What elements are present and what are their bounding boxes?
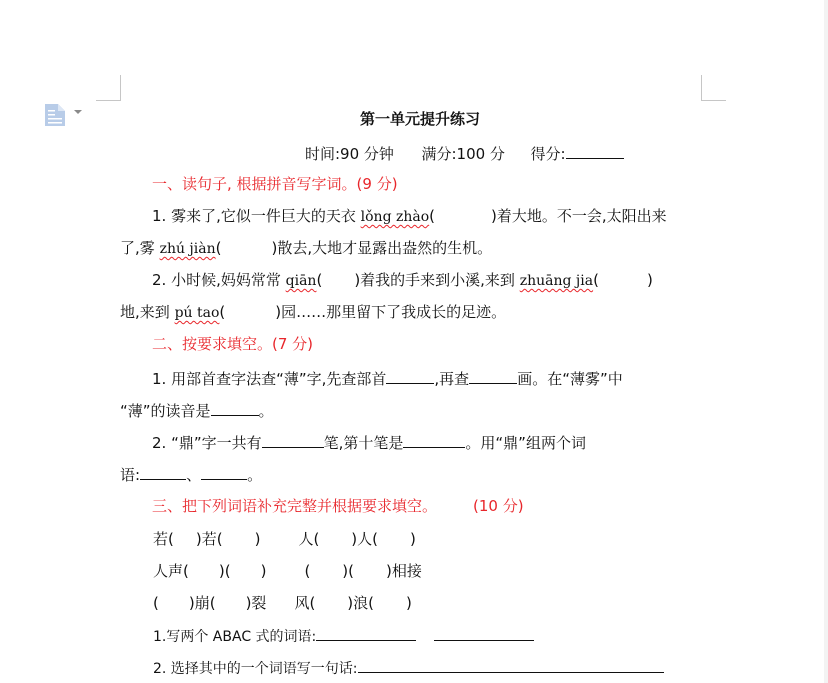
idiom-text: )人(	[351, 530, 379, 548]
radical-blank[interactable]	[386, 368, 434, 384]
s1-q1-line2: 了,雾 zhú jiàn( )散去,大地才显露出盎然的生机。	[120, 239, 493, 257]
s1-q2-line1: 2. 小时候,妈妈常常 qiān( )着我的手来到小溪,来到 zhuāng jia( )	[152, 271, 653, 289]
time-label: 时间:90 分钟	[305, 145, 394, 163]
idiom-text: )	[260, 562, 267, 580]
idiom-text: )	[406, 594, 412, 612]
pinyin-zhuang-jia: zhuāng jia	[519, 273, 594, 289]
idiom-text: )若(	[195, 530, 223, 548]
page-title: 第一单元提升练习	[360, 110, 481, 128]
s3-q1-text: 1.写两个 ABAC 式的词语:	[153, 629, 317, 645]
s2-q1-line1	[152, 368, 623, 389]
idiom-text: (	[153, 594, 159, 612]
s2-q2-text: 语:	[120, 466, 141, 484]
idiom-row-2	[153, 561, 422, 581]
sentence-blank[interactable]	[358, 657, 664, 673]
idiom-text: )(	[218, 562, 231, 580]
section-2-heading: 二、按要求填空。(7 分)	[152, 335, 314, 353]
idiom-text: 人声(	[153, 562, 189, 580]
idiom-text: 人(	[298, 530, 320, 548]
idiom-text: )	[254, 530, 261, 548]
abac-blank-1[interactable]	[316, 625, 416, 641]
s3-q2	[153, 657, 664, 679]
s1-q2-text: 地,来到	[120, 303, 170, 321]
separator: 、	[186, 466, 202, 484]
s2-q2-text: 笔,第十笔是	[323, 434, 404, 452]
idiom-text: )浪(	[347, 594, 375, 612]
strokes-blank[interactable]	[469, 368, 517, 384]
s3-q1	[153, 625, 534, 647]
s1-q2-text: )着我的手来到小溪,来到	[354, 271, 515, 289]
idiom-text: )相接	[386, 562, 422, 580]
idiom-row-1	[153, 529, 416, 549]
tenth-stroke-blank[interactable]	[403, 432, 465, 448]
margin-corner-right	[701, 75, 726, 101]
s3-q2-text: 2. 选择其中的一个词语写一句话:	[153, 661, 358, 677]
section-1-heading: 一、读句子, 根据拼音写字词。(9 分)	[152, 175, 398, 193]
word-blank-2[interactable]	[201, 464, 247, 480]
idiom-text: 风(	[294, 594, 316, 612]
s1-q2-line2: 地,来到 pú tao( )园……那里留下了我成长的足迹。	[120, 303, 507, 321]
section-3-points: (10 分)	[473, 497, 524, 515]
section-3-title: 三、把下列词语补充完整并根据要求填空。	[152, 497, 438, 515]
s2-q2-line1	[152, 432, 586, 453]
s2-q2-text: 。用“鼎”组两个词	[465, 434, 586, 452]
s2-q1-line2	[120, 400, 274, 421]
s2-q1-text: ,再查	[434, 370, 470, 388]
period: 。	[247, 466, 263, 484]
paren-close: )	[646, 271, 653, 289]
exam-meta	[305, 143, 624, 164]
abac-blank-2[interactable]	[434, 625, 534, 641]
idiom-text: (	[304, 562, 311, 580]
s1-q2-text: 2. 小时候,妈妈常常	[152, 271, 281, 289]
score-blank[interactable]	[566, 143, 624, 159]
s1-q1-text: )散去,大地才显露出盎然的生机。	[271, 239, 493, 257]
idiom-row-3	[153, 593, 412, 613]
s2-q1-text: 1. 用部首查字法查“薄”字,先查部首	[152, 370, 387, 388]
pinyin-long-zhao: lǒng zhào	[360, 209, 430, 225]
caret-down-icon[interactable]	[74, 110, 82, 114]
pronunciation-blank[interactable]	[211, 400, 259, 416]
section-3-heading	[152, 496, 524, 516]
idiom-text: )崩(	[188, 594, 216, 612]
s1-q1-text: 1. 雾来了,它似一件巨大的天衣	[152, 207, 356, 225]
pinyin-pu-tao: pú tao	[174, 305, 220, 321]
document-icon[interactable]	[45, 104, 65, 126]
word-blank-1[interactable]	[140, 464, 186, 480]
s2-q2-line2	[120, 464, 262, 485]
idiom-text: )	[410, 530, 416, 548]
s1-q1-text: 了,雾	[120, 239, 155, 257]
idiom-text: )裂	[245, 594, 267, 612]
stroke-count-blank[interactable]	[262, 432, 324, 448]
pinyin-zhu-jian: zhú jiàn	[159, 241, 216, 257]
s2-q1-text: “薄”的读音是	[120, 402, 211, 420]
s1-q2-text: )园……那里留下了我成长的足迹。	[275, 303, 507, 321]
total-score-label: 满分:100 分	[421, 145, 505, 163]
idiom-text: )(	[342, 562, 355, 580]
pinyin-qian: qiān	[285, 273, 317, 289]
scrollbar-edge	[824, 0, 828, 683]
s1-q1-line1: 1. 雾来了,它似一件巨大的天衣 lǒng zhào( )着大地。不一会,太阳出来	[152, 207, 667, 225]
s2-q2-text: 2. “鼎”字一共有	[152, 434, 262, 452]
s2-q1-text: 画。在“薄雾”中	[517, 370, 623, 388]
s1-q1-text: )着大地。不一会,太阳出来	[491, 207, 667, 225]
idiom-text: 若(	[153, 530, 174, 548]
period: 。	[258, 402, 274, 420]
margin-corner-left	[96, 75, 121, 101]
score-label: 得分:	[530, 145, 566, 163]
